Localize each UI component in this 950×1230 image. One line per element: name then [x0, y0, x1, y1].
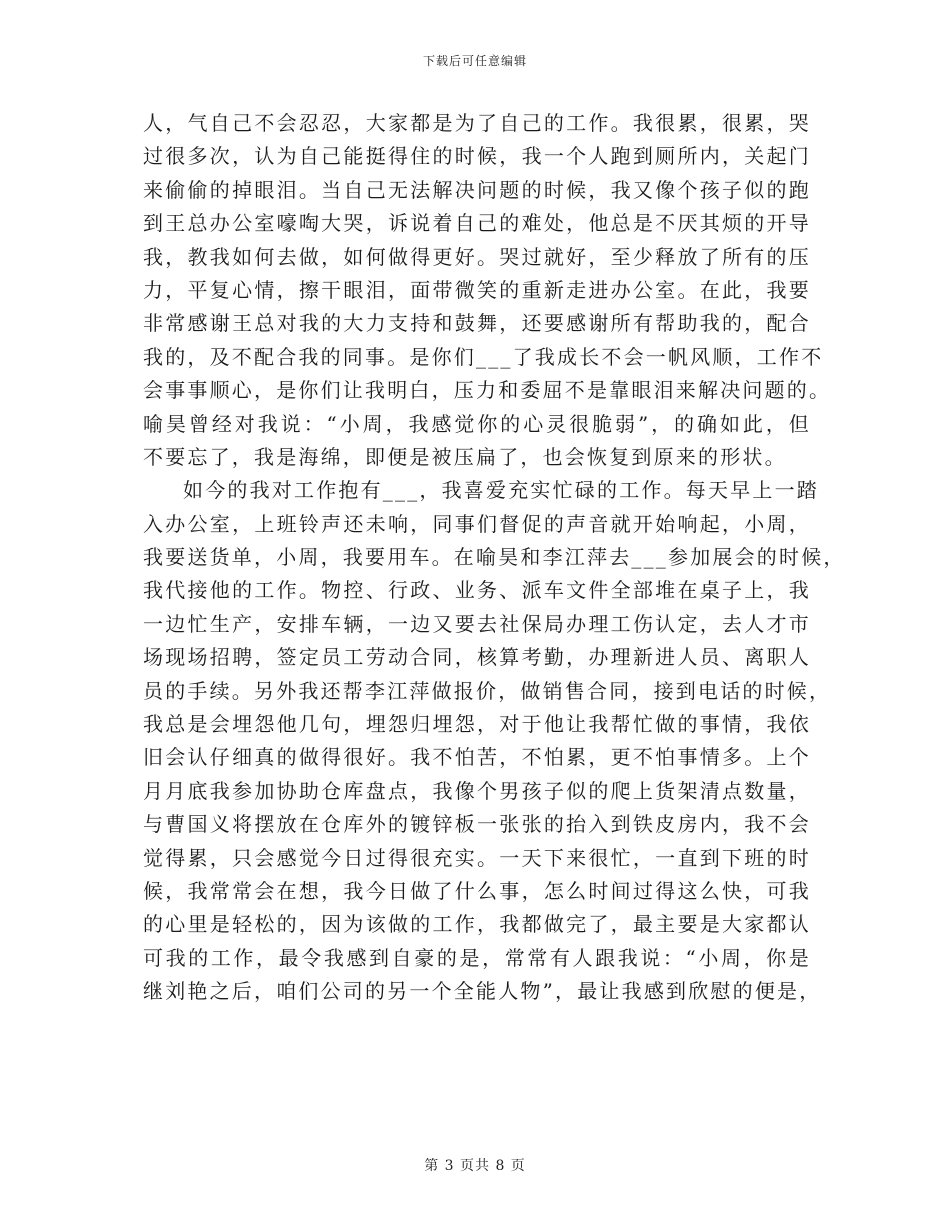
document-body — [143, 107, 846, 1009]
text-line: 过很多次，认为自己能挺得住的时候，我一个人跑到厕所内，关起门 — [143, 144, 811, 169]
text-line: 人，气自己不会忍忍，大家都是为了自己的工作。我很累，很累，哭 — [143, 111, 811, 135]
text-line: 非常感谢王总对我的大力支持和鼓舞，还要感谢所有帮助我的，配合 — [143, 311, 811, 336]
text-line: 到王总办公室嚎啕大哭，诉说着自己的难处，他总是不厌其烦的开导 — [143, 211, 811, 236]
text-line: 不要忘了，我是海绵，即便是被压扁了，也会恢复到原来的形状。 — [143, 444, 787, 469]
text-line: 候，我常常会在想，我今日做了什么事，怎么时间过得这么快，可我 — [143, 878, 811, 903]
text-line: 场现场招聘，签定员工劳动合同，核算考勤，办理新进人员、离职人 — [143, 645, 811, 670]
text-line: 喻昊曾经对我说：“小周，我感觉你的心灵很脆弱”，的确如此，但 — [143, 411, 811, 436]
text-line: 可我的工作，最令我感到自豪的是，常常有人跟我说：“小周，你是 — [143, 945, 811, 970]
text-line: 月月底我参加协助仓库盘点，我像个男孩子似的爬上货架清点数量， — [143, 778, 811, 803]
text-line: 觉得累，只会感觉今日过得很充实。一天下来很忙，一直到下班的时 — [143, 845, 811, 870]
text-line: 我要送货单，小周，我要用车。在喻昊和李江萍去___参加展会的时候， — [143, 545, 846, 570]
text-line: 入办公室，上班铃声还未响，同事们督促的声音就开始响起，小周， — [143, 511, 811, 536]
text-line: 继刘艳之后，咱们公司的另一个全能人物”，最让我感到欣慰的便是， — [143, 979, 822, 1004]
paragraph-first-line: 如今的我对工作抱有___，我喜爱充实忙碌的工作。每天早上一踏 — [183, 478, 819, 503]
page-header: 下载后可任意编辑 — [422, 54, 527, 68]
text-line: 旧会认仔细真的做得很好。我不怕苦，不怕累，更不怕事情多。上个 — [143, 745, 811, 770]
page-number: 第 3 页共 8 页 — [424, 1158, 526, 1174]
text-line: 与曹国义将摆放在仓库外的镀锌板一张张的抬入到铁皮房内，我不会 — [143, 812, 811, 837]
text-line: 的心里是轻松的，因为该做的工作，我都做完了，最主要是大家都认 — [143, 912, 811, 937]
text-line: 会事事顺心，是你们让我明白，压力和委屈不是靠眼泪来解决问题的。 — [143, 378, 832, 403]
text-line: 我总是会埋怨他几句，埋怨归埋怨，对于他让我帮忙做的事情，我依 — [143, 712, 811, 737]
text-line: 力，平复心情，擦干眼泪，面带微笑的重新走进办公室。在此，我要 — [143, 277, 811, 302]
text-line: 来偷偷的掉眼泪。当自己无法解决问题的时候，我又像个孩子似的跑 — [143, 177, 811, 202]
text-line: 一边忙生产，安排车辆，一边又要去社保局办理工伤认定，去人才市 — [143, 611, 811, 636]
text-line: 员的手续。另外我还帮李江萍做报价，做销售合同，接到电话的时候， — [143, 678, 832, 703]
text-line: 我的，及不配合我的同事。是你们___了我成长不会一帆风顺，工作不 — [143, 344, 824, 369]
text-line: 我，教我如何去做，如何做得更好。哭过就好，至少释放了所有的压 — [143, 244, 811, 269]
text-line: 我代接他的工作。物控、行政、业务、派车文件全部堆在桌子上，我 — [143, 578, 811, 603]
